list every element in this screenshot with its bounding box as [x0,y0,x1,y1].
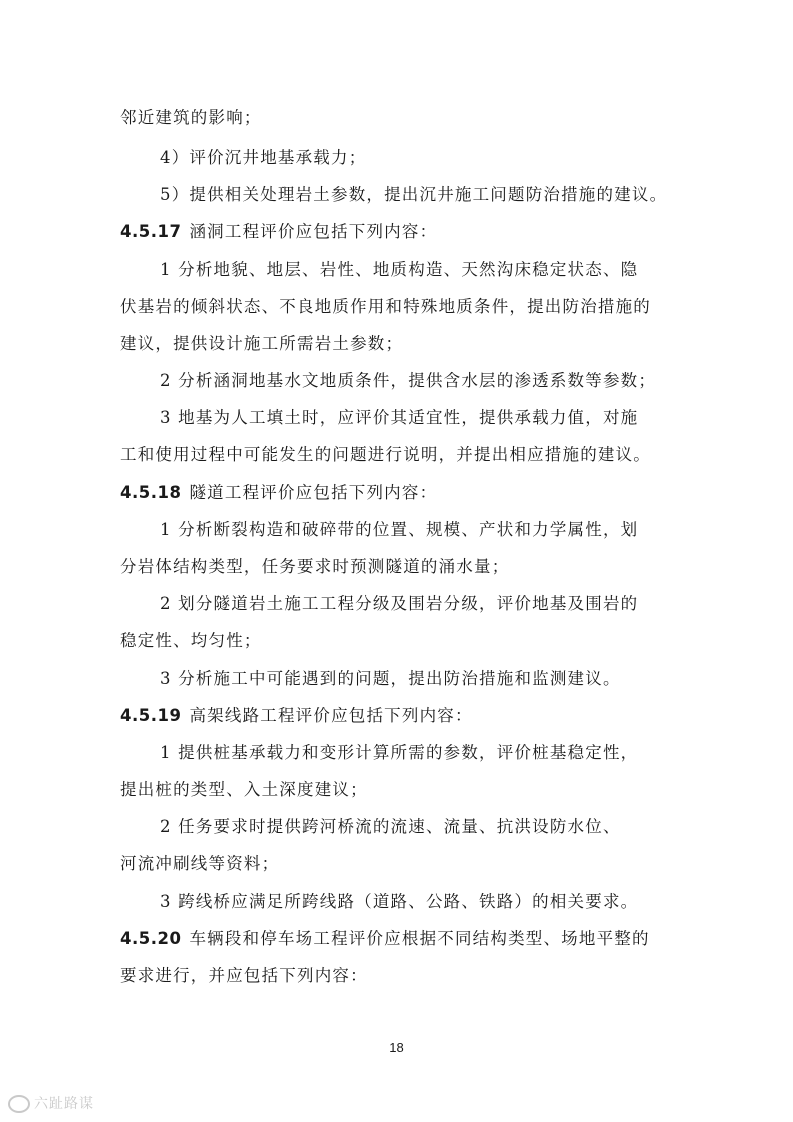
clause-heading: 4.5.18 隧道工程评价应包括下列内容： [120,483,438,502]
clause-number: 4.5.18 [120,483,182,502]
text-line: 要求进行，并应包括下列内容： [120,966,368,985]
text-line: 1 分析断裂构造和破碎带的位置、规模、产状和力学属性，划 [160,520,639,539]
text-line: 河流冲刷线等资料； [120,854,280,873]
page-number: 18 [389,1040,404,1055]
clause-number: 4.5.17 [120,222,182,241]
watermark-text: 六趾路谋 [34,1096,94,1112]
text-line: 建议，提供设计施工所需岩土参数； [120,334,404,353]
text-line: 分岩体结构类型，任务要求时预测隧道的涌水量； [120,557,510,576]
logo-icon [8,1095,30,1113]
text-line: 工和使用过程中可能发生的问题进行说明，并提出相应措施的建议。 [120,445,651,464]
text-line: 邻近建筑的影响； [120,108,262,127]
text-line: 2 分析涵洞地基水文地质条件，提供含水层的渗透系数等参数； [160,371,657,390]
text-line: 3 地基为人工填土时，应评价其适宜性，提供承载力值，对施 [160,408,639,427]
clause-heading: 4.5.20 车辆段和停车场工程评价应根据不同结构类型、场地平整的 [120,929,650,948]
clause-heading: 4.5.19 高架线路工程评价应包括下列内容： [120,706,473,725]
watermark [8,1093,94,1113]
text-line: 2 划分隧道岩土施工工程分级及围岩分级，评价地基及围岩的 [160,594,639,613]
text-line: 2 任务要求时提供跨河桥流的流速、流量、抗洪设防水位、 [160,817,621,836]
text-line: 3 分析施工中可能遇到的问题，提出防治措施和监测建议。 [160,669,621,688]
text-line: 5）提供相关处理岩土参数，提出沉井施工问题防治措施的建议。 [160,185,668,204]
text-line: 1 提供桩基承载力和变形计算所需的参数，评价桩基稳定性， [160,743,639,762]
clause-number: 4.5.20 [120,929,182,948]
clause-heading: 4.5.17 涵洞工程评价应包括下列内容： [120,222,438,241]
text-line: 提出桩的类型、入土深度建议； [120,780,368,799]
text-line: 稳定性、均匀性； [120,631,262,650]
clause-number: 4.5.19 [120,706,182,725]
text-line: 3 跨线桥应满足所跨线路（道路、公路、铁路）的相关要求。 [160,892,639,911]
text-line: 4）评价沉井地基承载力； [160,148,367,167]
text-line: 伏基岩的倾斜状态、不良地质作用和特殊地质条件，提出防治措施的 [120,297,651,316]
text-line: 1 分析地貌、地层、岩性、地质构造、天然沟床稳定状态、隐 [160,260,639,279]
